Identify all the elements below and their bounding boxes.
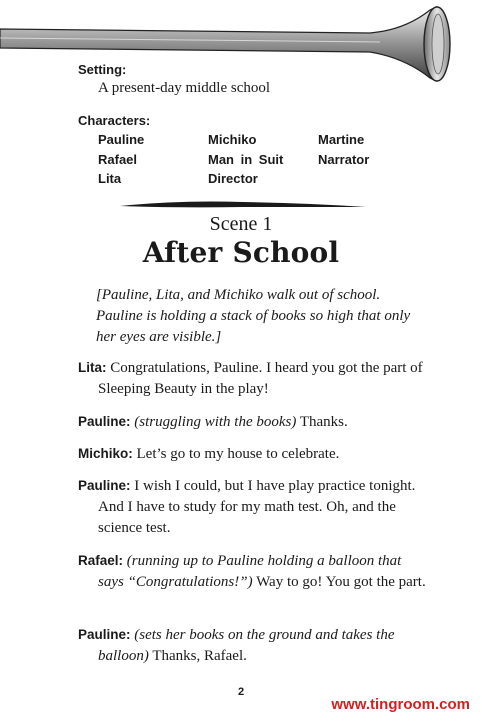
- line-text: Way to go! You got the part.: [256, 574, 426, 590]
- setting-text: A present-day middle school: [98, 80, 271, 96]
- line-text: Thanks, Rafael.: [152, 648, 247, 664]
- dialogue-line: [78, 443, 428, 465]
- trumpet-illustration: [0, 0, 482, 90]
- brush-stroke-divider: [118, 198, 368, 212]
- character-name: Man in Suit: [208, 151, 284, 167]
- line-text: Thanks.: [299, 414, 348, 430]
- scene-number: Scene 1: [209, 213, 273, 235]
- line-text: Let’s go to my house to celebrate.: [136, 446, 340, 462]
- speaker-name: Pauline:: [78, 627, 131, 642]
- character-column-1: [98, 130, 144, 189]
- line-text: Congratulations, Pauline. I heard you got the part of Sleeping Beauty in the play!: [98, 360, 423, 397]
- speaker-name: Michiko:: [78, 446, 133, 461]
- character-column-2: [208, 130, 283, 189]
- dialogue-line: [78, 624, 428, 667]
- character-name: Pauline: [98, 132, 145, 147]
- dialogue-line: [78, 475, 428, 539]
- character-name: Michiko: [208, 132, 257, 147]
- character-name: Rafael: [98, 151, 138, 167]
- speaker-name: Rafael:: [78, 553, 124, 568]
- characters-label: Characters:: [78, 113, 151, 128]
- stage-direction-inline: (sets her books on the ground and takes the balloon): [98, 627, 395, 664]
- dialogue-line: [78, 411, 428, 433]
- stage-direction-inline: (struggling with the books): [134, 414, 297, 430]
- watermark-text: www.tingroom.com: [331, 696, 470, 713]
- page-number: 2: [237, 686, 245, 698]
- dialogue-line: [78, 550, 428, 593]
- line-text: I wish I could, but I have play practice tonight. And I have to study for my math test. Oh, and the science test.: [98, 478, 416, 536]
- stage-direction: [Pauline, Lita, and Michiko walk out of school. Pauline is holding a stack of books so high that only her eyes are visible.]: [96, 287, 411, 345]
- character-name: Lita: [98, 171, 122, 186]
- character-name: Martine: [318, 132, 365, 147]
- scene-title: After School: [142, 236, 340, 269]
- character-name: Director: [208, 171, 258, 186]
- stage-direction-inline: (running up to Pauline holding a balloon that says “Congratulations!”): [98, 553, 402, 590]
- character-name: Narrator: [318, 151, 370, 167]
- setting-label: Setting:: [78, 62, 127, 77]
- speaker-name: Lita:: [78, 360, 107, 375]
- speaker-name: Pauline:: [78, 478, 131, 493]
- character-column-3: [318, 130, 369, 169]
- dialogue-line: [78, 357, 428, 400]
- speaker-name: Pauline:: [78, 414, 131, 429]
